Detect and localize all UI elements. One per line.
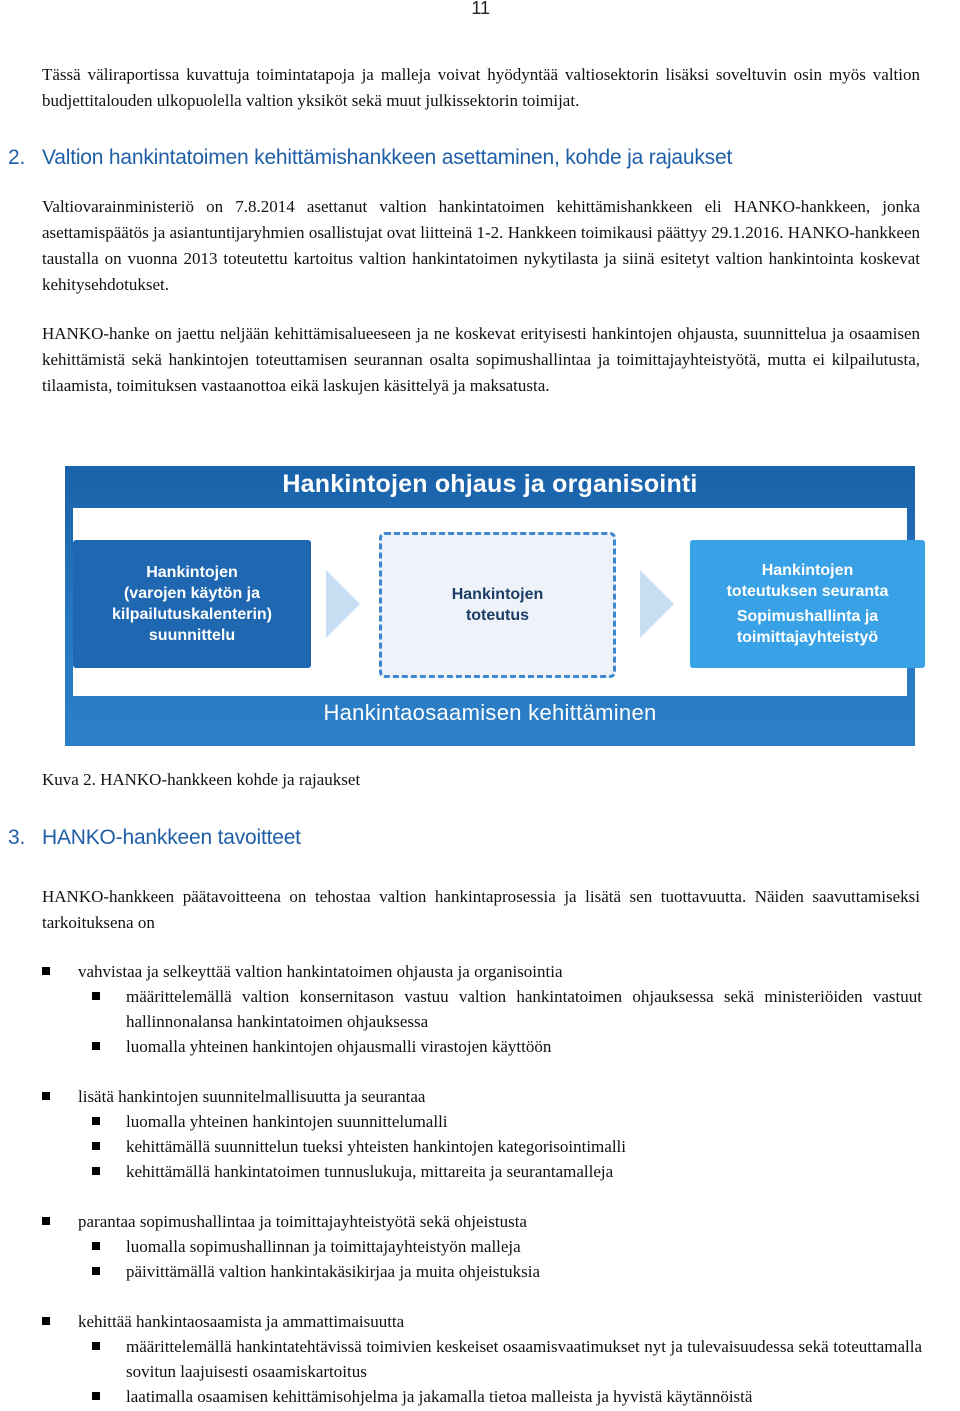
square-bullet-icon: [42, 1092, 50, 1100]
square-bullet-icon: [92, 1042, 100, 1050]
section-2-number: 2.: [8, 146, 26, 169]
goal-text: vahvistaa ja selkeyttää valtion hankintatoimen ohjausta ja organisointia: [78, 962, 563, 981]
arrow-right-icon: [640, 570, 674, 638]
box-left-line: suunnittelu: [148, 627, 236, 644]
list-item: [92, 1159, 922, 1184]
list-item: [92, 1109, 922, 1134]
sub-goal-text: määrittelemällä hankintatehtävissä toimivien keskeiset osaamisvaatimukset nyt ja tulevaisuudessa sekä toteuttamalla sovitun laajuisesti osaamiskartoitus: [126, 1337, 922, 1381]
square-bullet-icon: [92, 1392, 100, 1400]
list-item: [92, 1034, 922, 1059]
square-bullet-icon: [92, 1167, 100, 1175]
intro-paragraph: Tässä väliraportissa kuvattuja toimintatapoja ja malleja voivat hyödyntää valtiosektorin lisäksi soveltuvin osin myös valtion budjettitalouden ulkopuolella valtion yksiköt sekä muut julkissektorin toimijat.: [42, 65, 920, 110]
figure-process-band: [73, 508, 907, 696]
list-item: [42, 1309, 922, 1334]
section-2-title: Valtion hankintatoimen kehittämishankkeen asettaminen, kohde ja rajaukset: [42, 146, 733, 169]
box-right-line: toimittajayhteistyö: [736, 629, 879, 646]
box-right-line: Hankintojen: [761, 562, 854, 579]
square-bullet-icon: [42, 1217, 50, 1225]
sub-goal-text: määrittelemällä valtion konsernitason vastuu valtion hankintatoimen ohjauksessa sekä ministeriöiden vastuut hallinnonalansa hankintatoimen ohjauksessa: [126, 987, 922, 1031]
box-right-line: toteutuksen seuranta: [726, 583, 889, 600]
square-bullet-icon: [92, 1142, 100, 1150]
section-3-number: 3.: [8, 826, 26, 849]
square-bullet-icon: [92, 1267, 100, 1275]
figure-title: Hankintojen ohjaus ja organisointi: [282, 470, 698, 498]
sub-goal-text: luomalla sopimushallinnan ja toimittajayhteistyön malleja: [126, 1237, 521, 1256]
sub-goal-text: päivittämällä valtion hankintakäsikirjaa ja muita ohjeistuksia: [126, 1262, 541, 1281]
box-left-line: kilpailutuskalenterin): [111, 606, 273, 623]
sub-goal-text: luomalla yhteinen hankintojen ohjausmalli virastojen käyttöön: [126, 1037, 552, 1056]
sub-goal-text: luomalla yhteinen hankintojen suunnittelumalli: [126, 1112, 448, 1131]
box-procurement-planning: [73, 540, 311, 668]
list-item: [42, 959, 922, 984]
page-number: 11: [471, 0, 490, 18]
sub-goal-text: kehittämällä suunnittelun tueksi yhteisten hankintojen kategorisointimalli: [126, 1137, 626, 1156]
list-item: [92, 1134, 922, 1159]
box-procurement-monitoring: [690, 540, 925, 668]
box-right-line: Sopimushallinta ja: [736, 608, 879, 625]
figure-caption: Kuva 2. HANKO-hankkeen kohde ja rajaukset: [42, 770, 361, 789]
list-item: [92, 1234, 922, 1259]
goal-text: parantaa sopimushallintaa ja toimittajayhteistyötä sekä ohjeistusta: [78, 1212, 527, 1231]
square-bullet-icon: [92, 992, 100, 1000]
sub-goal-text: laatimalla osaamisen kehittämisohjelma ja jakamalla tietoa malleista ja hyvistä käytännöistä: [126, 1387, 753, 1406]
box-mid-line: Hankintojen: [451, 586, 544, 603]
square-bullet-icon: [92, 1342, 100, 1350]
section-2-paragraph-2: HANKO-hanke on jaettu neljään kehittämisalueeseen ja ne koskevat erityisesti hankintojen ohjausta, suunnittelua ja osaamisen kehittämistä sekä hankintojen toteuttamisen seurannan osalta sopimushallintaa ja toimittajayhteistyötä, mutta ei kilpailutusta, tilaamista, toimituksen vastaanottoa eikä laskujen käsittelyä ja maksatusta.: [42, 324, 920, 395]
square-bullet-icon: [42, 967, 50, 975]
section-3-title: HANKO-hankkeen tavoitteet: [42, 826, 301, 849]
goal-text: lisätä hankintojen suunnitelmallisuutta ja seurantaa: [78, 1087, 426, 1106]
square-bullet-icon: [92, 1242, 100, 1250]
list-item: [92, 1259, 922, 1284]
list-item: [42, 1084, 922, 1109]
section-2-paragraph-1: Valtiovarainministeriö on 7.8.2014 asettanut valtion hankintatoimen kehittämishankkeen eli HANKO-hankkeen, jonka asettamispäätös ja asiantuntijaryhmien osallistujat ovat liitteinä 1-2. Hankkeen toimikausi päättyy 29.1.2016. HANKO-hankkeen taustalla on vuonna 2013 toteutettu kartoitus valtion hankintatoimen nykytilasta ja siinä esitetyt valtion hankintointa koskevat kehitysehdotukset.: [42, 197, 920, 294]
square-bullet-icon: [42, 1317, 50, 1325]
goal-text: kehittää hankintaosaamista ja ammattimaisuutta: [78, 1312, 405, 1331]
figure-procurement-scope: [65, 466, 915, 746]
list-item: [92, 1384, 922, 1409]
section-2-heading: [8, 146, 732, 170]
arrow-right-icon: [326, 570, 360, 638]
list-item: [92, 984, 922, 1034]
box-left-line: (varojen käytön ja: [123, 585, 261, 602]
section-3-paragraph: HANKO-hankkeen päätavoitteena on tehostaa valtion hankintaprosessia ja lisätä sen tuottavuutta. Näiden saavuttamiseksi tarkoituksena on: [42, 887, 920, 932]
list-item: [92, 1334, 922, 1384]
box-left-line: Hankintojen: [146, 564, 238, 581]
square-bullet-icon: [92, 1117, 100, 1125]
box-mid-line: toteutus: [465, 607, 530, 624]
list-item: [42, 1209, 922, 1234]
figure-bottom-label: Hankintaosaamisen kehittäminen: [323, 700, 657, 725]
section-3-heading: [8, 826, 301, 850]
box-procurement-execution: [379, 532, 616, 678]
sub-goal-text: kehittämällä hankintatoimen tunnuslukuja, mittareita ja seurantamalleja: [126, 1162, 614, 1181]
